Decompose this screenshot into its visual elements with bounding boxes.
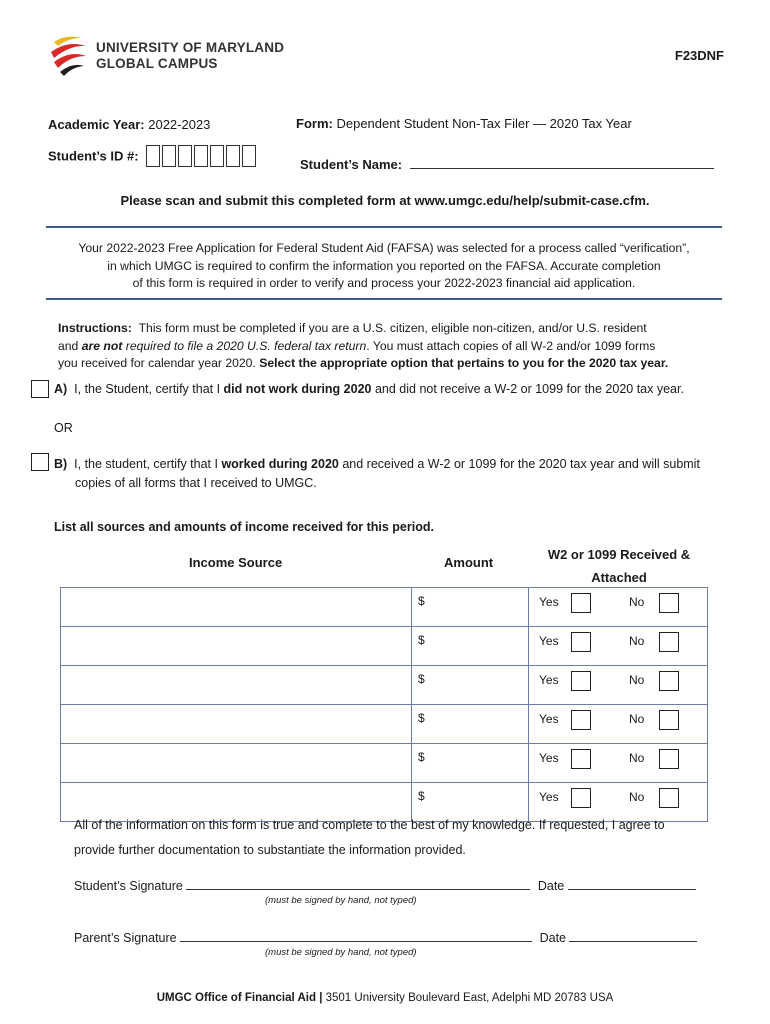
divider-top (46, 226, 722, 228)
option-b-text: and received a W-2 or 1099 for the 2020 tax year and will submit (338, 457, 700, 471)
w2-cell (529, 666, 708, 705)
verification-line: Your 2022-2023 Free Application for Federal Student Aid (FAFSA) was selected for a process called “verification”, (78, 241, 690, 255)
certification-line: All of the information on this form is true and complete to the best of my knowledge. If requested, I agree to (74, 818, 665, 832)
no-label: No (629, 673, 645, 687)
yes-label: Yes (539, 595, 559, 609)
no-checkbox[interactable] (659, 710, 679, 730)
form-value: Dependent Student Non-Tax Filer — 2020 Tax Year (336, 116, 632, 131)
col-amount: Amount (444, 555, 494, 570)
instructions-text: you received for calendar year 2020. (58, 356, 260, 370)
student-id-boxes (146, 147, 258, 162)
col-w2 (530, 543, 708, 589)
income-row (61, 744, 708, 783)
yes-checkbox[interactable] (571, 710, 591, 730)
signature-note: (must be signed by hand, not typed) (265, 947, 417, 958)
option-a-label: A) (54, 382, 68, 396)
divider-bottom (46, 298, 722, 300)
yes-label: Yes (539, 790, 559, 804)
no-checkbox[interactable] (659, 788, 679, 808)
footer-address: 3501 University Boulevard East, Adelphi MD 20783 USA (325, 992, 614, 1004)
verification-text (46, 240, 722, 293)
income-row (61, 588, 708, 627)
id-digit-box[interactable] (146, 145, 160, 167)
yes-label: Yes (539, 673, 559, 687)
certification (74, 813, 665, 863)
no-label: No (629, 634, 645, 648)
income-row (61, 666, 708, 705)
income-source-field[interactable] (61, 666, 412, 705)
certification-line: provide further documentation to substantiate the information provided. (74, 843, 466, 857)
id-digit-box[interactable] (178, 145, 192, 167)
student-name-label: Student’s Name: (300, 157, 403, 172)
logo-text (96, 40, 284, 72)
student-name-field[interactable] (410, 154, 714, 169)
academic-year-value: 2022-2023 (148, 117, 211, 132)
col-w2-line: W2 or 1099 Received & (547, 547, 691, 562)
instructions-line: This form must be completed if you are a U.S. citizen, eligible non-citizen, and/or U.S. resident (138, 321, 647, 335)
logo-icon (48, 32, 90, 78)
verification-line: in which UMGC is required to confirm the information you reported on the FAFSA. Accurate completion (107, 258, 661, 273)
instructions-text: . You must attach copies of all W-2 and/or 1099 forms (366, 338, 656, 353)
student-date-label: Date (537, 879, 565, 893)
no-checkbox[interactable] (659, 632, 679, 652)
instructions-text: and (58, 338, 82, 353)
form-title (296, 116, 632, 131)
instructions-emphasis: are not (81, 338, 123, 353)
footer-office: UMGC Office of Financial Aid (156, 992, 316, 1004)
student-name (300, 154, 714, 172)
parent-date-field[interactable] (569, 929, 697, 942)
dollar-sign: $ (418, 750, 425, 764)
instructions-select: Select the appropriate option that pertains to you for the 2020 tax year. (259, 356, 669, 370)
w2-cell (529, 588, 708, 627)
no-checkbox[interactable] (659, 671, 679, 691)
or-label: OR (54, 421, 73, 435)
income-heading: List all sources and amounts of income received for this period. (54, 520, 434, 534)
footer (0, 992, 770, 1004)
dollar-sign: $ (418, 789, 425, 803)
option-b-checkbox[interactable] (31, 453, 49, 471)
income-row (61, 627, 708, 666)
academic-year (48, 117, 210, 132)
no-checkbox[interactable] (659, 749, 679, 769)
income-source-field[interactable] (61, 744, 412, 783)
yes-label: Yes (539, 712, 559, 726)
dollar-sign: $ (418, 672, 425, 686)
option-a-text: I, the Student, certify that I (74, 382, 224, 396)
parent-signature-row (74, 929, 697, 945)
option-b-bold: worked during 2020 (221, 457, 339, 471)
id-digit-box[interactable] (194, 145, 208, 167)
yes-checkbox[interactable] (571, 671, 591, 691)
col-w2-line: Attached (591, 570, 647, 585)
income-row (61, 705, 708, 744)
yes-label: Yes (539, 751, 559, 765)
income-table (60, 587, 708, 822)
yes-checkbox[interactable] (571, 632, 591, 652)
submit-notice: Please scan and submit this completed form at www.umgc.edu/help/submit-case.cfm. (120, 193, 650, 208)
form-code: F23DNF (674, 48, 724, 63)
option-b (54, 455, 700, 493)
student-date-field[interactable] (568, 877, 696, 890)
id-digit-box[interactable] (210, 145, 224, 167)
id-digit-box[interactable] (162, 145, 176, 167)
signature-note: (must be signed by hand, not typed) (265, 895, 417, 906)
amount-field[interactable] (412, 744, 529, 783)
yes-checkbox[interactable] (571, 749, 591, 769)
id-digit-box[interactable] (226, 145, 240, 167)
option-a-text: and did not receive a W-2 or 1099 for the 2020 tax year. (371, 382, 684, 396)
parent-signature-field[interactable] (180, 929, 532, 942)
option-a (54, 382, 684, 396)
dollar-sign: $ (418, 594, 425, 608)
verification-line: of this form is required in order to verify and process your 2022-2023 financial aid application. (132, 276, 636, 290)
w2-cell (529, 627, 708, 666)
student-signature-row (74, 877, 696, 893)
amount-field[interactable] (412, 705, 529, 744)
instructions-label: Instructions: (58, 321, 132, 335)
option-a-checkbox[interactable] (31, 380, 49, 398)
yes-checkbox[interactable] (571, 593, 591, 613)
w2-cell (529, 744, 708, 783)
yes-checkbox[interactable] (571, 788, 591, 808)
option-a-bold: did not work during 2020 (223, 382, 372, 396)
umgc-logo (48, 32, 90, 78)
income-source-field[interactable] (61, 588, 412, 627)
form-label: Form: (296, 116, 333, 131)
academic-year-label: Academic Year: (48, 117, 145, 132)
yes-label: Yes (539, 634, 559, 648)
student-signature-field[interactable] (186, 877, 530, 890)
id-digit-box[interactable] (242, 145, 256, 167)
option-b-text: copies of all forms that I received to UMGC. (75, 476, 317, 490)
no-checkbox[interactable] (659, 593, 679, 613)
logo-line-1: UNIVERSITY OF MARYLAND (96, 40, 285, 55)
amount-field[interactable] (412, 588, 529, 627)
w2-cell (529, 705, 708, 744)
student-id (48, 145, 258, 167)
no-label: No (629, 751, 645, 765)
student-signature-label: Student’s Signature (74, 879, 183, 893)
income-source-field[interactable] (61, 627, 412, 666)
option-b-label: B) (54, 457, 68, 471)
instructions-italic: required to file a 2020 U.S. federal tax return (122, 338, 367, 353)
no-label: No (629, 595, 645, 609)
parent-signature-label: Parent’s Signature (74, 931, 177, 945)
no-label: No (629, 712, 645, 726)
dollar-sign: $ (418, 633, 425, 647)
income-source-field[interactable] (61, 705, 412, 744)
amount-field[interactable] (412, 627, 529, 666)
option-b-text: I, the student, certify that I (74, 457, 222, 471)
logo-line-2: GLOBAL CAMPUS (96, 56, 218, 71)
no-label: No (629, 790, 645, 804)
instructions (58, 320, 738, 373)
amount-field[interactable] (412, 666, 529, 705)
col-income-source: Income Source (189, 555, 283, 570)
footer-separator: | (319, 992, 323, 1004)
dollar-sign: $ (418, 711, 425, 725)
student-id-label: Student’s ID #: (48, 148, 139, 164)
parent-date-label: Date (539, 931, 566, 945)
